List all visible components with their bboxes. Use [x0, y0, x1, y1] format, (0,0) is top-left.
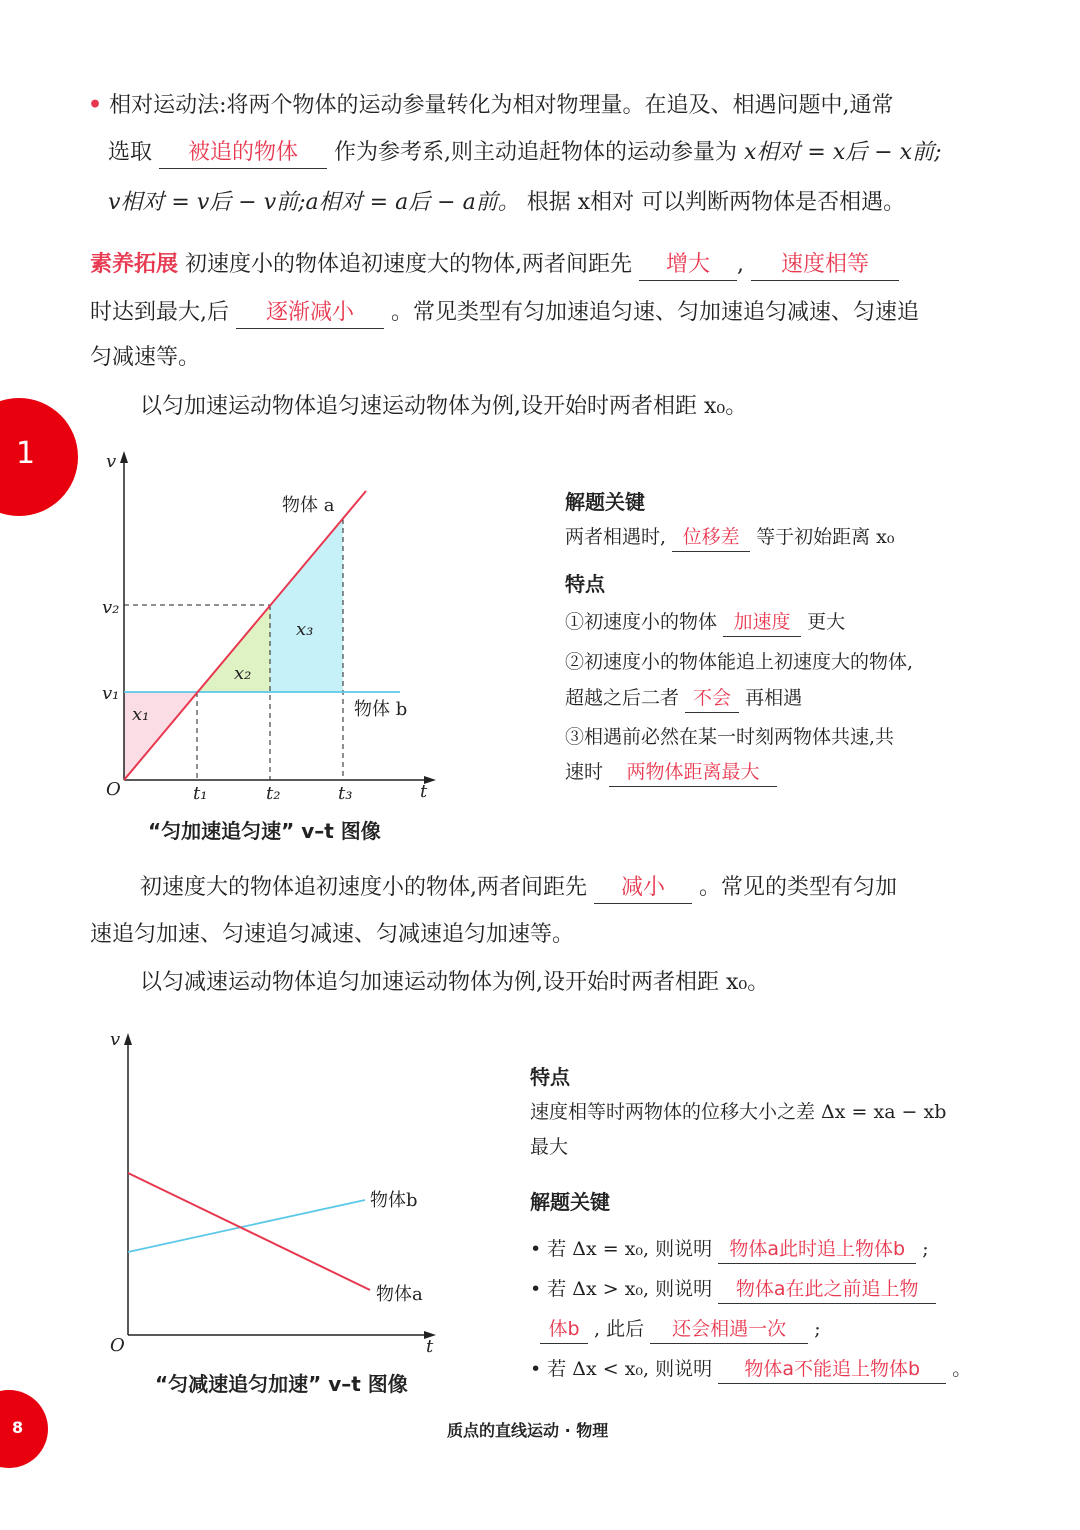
v1-label: v₁ [102, 683, 120, 704]
p1-line2: 选取 被追的物体 作为参考系,则主动追赶物体的运动参量为 x相对 = x后 − x前; [108, 138, 942, 169]
side2-feature-line2: 最大 [530, 1136, 569, 1158]
side1-feature-2b: 超越之后二者 不会 再相遇 [565, 684, 802, 713]
origin-2-label: O [110, 1335, 125, 1356]
side2-key-2a: • 若 Δx > x₀, 则说明 物体a在此之前追上物 [530, 1275, 936, 1304]
side2-feature-heading: 特点 [530, 1065, 570, 1089]
side2-key-1: • 若 Δx = x₀, 则说明 物体a此时追上物体b ; [530, 1235, 929, 1264]
blank-caught-before: 物体a在此之前追上物 [718, 1275, 936, 1304]
object-b-line-2 [128, 1200, 365, 1252]
p2-line2: 时达到最大,后 逐渐减小 。常见类型有匀加速追匀速、匀加速追匀减速、匀速追 [90, 298, 919, 329]
side2-key-2b: 体b , 此后 还会相遇一次 ; [540, 1315, 821, 1344]
page-number: 8 [12, 1418, 24, 1437]
side1-feature-1: ①初速度小的物体 加速度 更大 [565, 608, 845, 637]
blank-catch-up-now: 物体a此时追上物体b [718, 1235, 916, 1264]
graph1-caption: “匀加速追匀速” v–t 图像 [148, 819, 381, 843]
graph1-svg [90, 445, 450, 815]
blank-acceleration: 加速度 [723, 608, 801, 637]
origin-label: O [106, 779, 121, 800]
page-number-badge [0, 1390, 48, 1468]
p3-line3: 以匀减速运动物体追匀加速运动物体为例,设开始时两者相距 x₀。 [140, 970, 770, 995]
blank-object-b: 体b [540, 1315, 588, 1344]
v2-label: v₂ [102, 597, 120, 618]
side2-key-heading: 解题关键 [530, 1190, 610, 1214]
side1-feature-3a: ③相遇前必然在某一时刻两物体共速,共 [565, 726, 895, 748]
x1-label: x₁ [132, 704, 150, 725]
p3-line1: 初速度大的物体追初速度小的物体,两者间距先 减小 。常见的类型有匀加 [140, 873, 897, 904]
side2-key-3: • 若 Δx < x₀, 则说明 物体a不能追上物体b 。 [530, 1355, 971, 1384]
footer-text: 质点的直线运动 · 物理 [447, 1421, 609, 1440]
side1-key-line: 两者相遇时, 位移差 等于初始距离 x₀ [565, 523, 895, 552]
t2-label: t₂ [266, 783, 281, 804]
object-a-label-2: 物体a [376, 1284, 423, 1305]
section-tag: 素养拓展 [90, 252, 179, 277]
chapter-tab-number: 1 [16, 436, 36, 471]
object-b-label-2: 物体b [370, 1190, 418, 1211]
blank-no-meet: 不会 [685, 684, 739, 713]
graph2-svg [100, 1025, 445, 1365]
blank-cannot-catch: 物体a不能追上物体b [718, 1355, 946, 1384]
p1-line3: v相对 = v后 − v前;a相对 = a后 − a前。 根据 x相对 可以判断两物体是否相遇。 [108, 190, 906, 215]
graph2-caption: “匀减速追匀加速” v–t 图像 [155, 1372, 408, 1396]
p2-line1: 素养拓展 初速度小的物体追初速度大的物体,两者间距先 增大 , 速度相等 [90, 250, 899, 281]
object-a-line-2 [128, 1173, 370, 1290]
side1-key-heading: 解题关键 [565, 490, 645, 514]
p1-line1: • 相对运动法:将两个物体的运动参量转化为相对物理量。在追及、相遇问题中,通常 [88, 92, 894, 118]
object-b-label: 物体 b [354, 699, 408, 720]
t-axis-2-label: t [426, 1336, 434, 1357]
x3-region [270, 519, 343, 692]
p2-line4: 以匀加速运动物体追匀速运动物体为例,设开始时两者相距 x₀。 [140, 394, 748, 419]
x2-label: x₂ [234, 663, 252, 684]
v-axis-2-label: v [110, 1029, 121, 1050]
p3-line2: 速追匀加速、匀速追匀减速、匀减速追匀加速等。 [90, 922, 575, 947]
blank-equal-speed: 速度相等 [751, 250, 899, 281]
side1-feature-3b: 速时 两物体距离最大 [565, 758, 777, 787]
blank-decrease-2: 减小 [594, 873, 692, 904]
blank-displacement-diff: 位移差 [672, 523, 750, 552]
blank-increase: 增大 [639, 250, 737, 281]
blank-meet-again: 还会相遇一次 [650, 1315, 808, 1344]
x3-label: x₃ [296, 619, 314, 640]
v-axis-label: v [106, 451, 117, 472]
blank-decrease: 逐渐减小 [236, 298, 384, 329]
side1-feature-2a: ②初速度小的物体能追上初速度大的物体, [565, 651, 914, 673]
t-axis-label: t [420, 781, 428, 802]
t3-label: t₃ [338, 783, 353, 804]
v-axis-arrow [120, 451, 128, 463]
chapter-tab [0, 398, 78, 516]
side2-feature-line1: 速度相等时两物体的位移大小之差 Δx = xa − xb [530, 1101, 947, 1123]
t1-label: t₁ [193, 783, 208, 804]
bullet-icon: • [88, 92, 103, 118]
p2-line3: 匀减速等。 [90, 345, 201, 370]
object-a-label: 物体 a [282, 495, 335, 516]
blank-reference-frame: 被追的物体 [159, 138, 327, 169]
blank-max-distance: 两物体距离最大 [609, 758, 777, 787]
side1-feature-heading: 特点 [565, 572, 605, 596]
v-axis-2-arrow [124, 1033, 132, 1045]
